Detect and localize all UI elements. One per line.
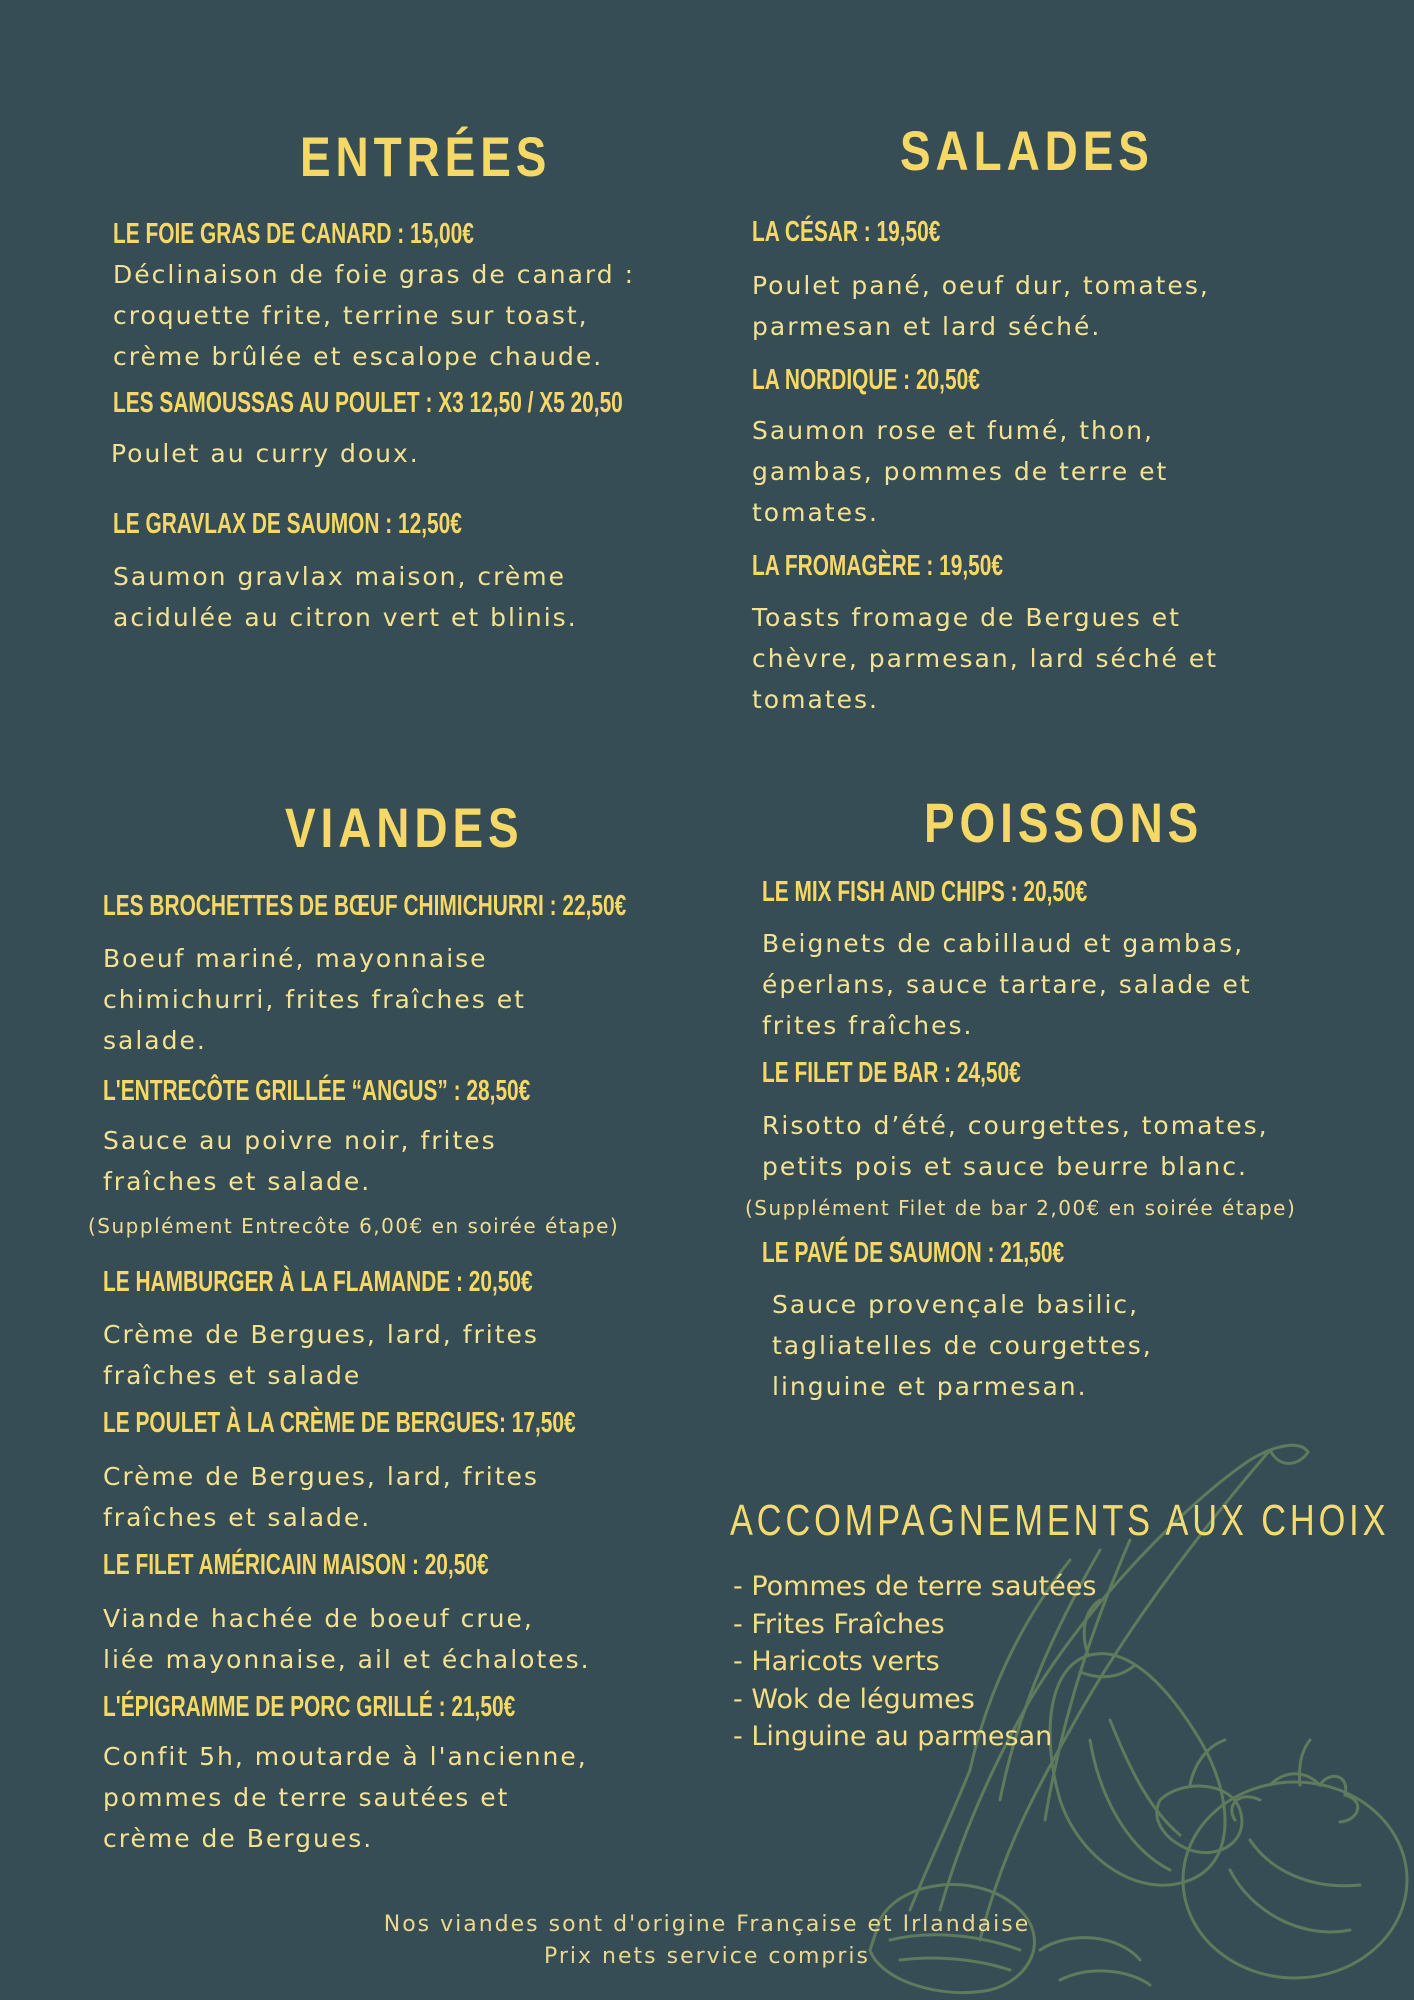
item-name: L'ÉPIGRAMME DE PORC GRILLÉ : 21,50€: [103, 1691, 516, 1723]
item-name: L'ENTRECÔTE GRILLÉE “ANGUS” : 28,50€: [103, 1075, 531, 1107]
item-description: Beignets de cabillaud et gambas, éperlans, sauce tartare, salade et frites fraîches.: [762, 929, 1252, 1040]
item-name: LE HAMBURGER À LA FLAMANDE : 20,50€: [103, 1266, 533, 1298]
item-name: LE POULET À LA CRÈME DE BERGUES: 17,50€: [103, 1407, 576, 1439]
viandes-title: VIANDES: [285, 796, 524, 859]
supplement-note: (Supplément Filet de bar 2,00€ en soirée étape): [745, 1196, 1297, 1220]
side-item: - Linguine au parmesan: [733, 1721, 1053, 1752]
footer-origin-note: Nos viandes sont d'origine Française et Irlandaise: [383, 1912, 1031, 1937]
item-description: Confit 5h, moutarde à l'ancienne, pommes de terre sautées et crème de Bergues.: [103, 1742, 588, 1853]
item-description: Sauce au poivre noir, frites fraîches et salade.: [103, 1126, 497, 1196]
item-name: LE FILET DE BAR : 24,50€: [762, 1057, 1021, 1089]
item-name: LE PAVÉ DE SAUMON : 21,50€: [762, 1237, 1065, 1269]
item-name: LE GRAVLAX DE SAUMON : 12,50€: [113, 508, 462, 540]
item-description: Boeuf mariné, mayonnaise chimichurri, frites fraîches et salade.: [103, 944, 526, 1055]
item-name: LA FROMAGÈRE : 19,50€: [752, 550, 1003, 582]
item-name: LE FOIE GRAS DE CANARD : 15,00€: [113, 218, 474, 250]
item-description: Crème de Bergues, lard, frites fraîches et salade.: [103, 1462, 539, 1532]
item-name: LES BROCHETTES DE BŒUF CHIMICHURRI : 22,50€: [103, 890, 627, 922]
item-description: Poulet pané, oeuf dur, tomates, parmesan et lard séché.: [752, 271, 1210, 341]
item-description: Saumon gravlax maison, crème acidulée au citron vert et blinis.: [113, 562, 578, 632]
item-name: LA NORDIQUE : 20,50€: [752, 364, 980, 396]
item-description: Crème de Bergues, lard, frites fraîches et salade: [103, 1320, 539, 1390]
item-description: Viande hachée de boeuf crue, liée mayonnaise, ail et échalotes.: [103, 1604, 591, 1674]
accompagnements-list: [733, 1568, 1097, 1756]
footer-price-note: Prix nets service compris: [544, 1944, 870, 1969]
salades-title: SALADES: [900, 119, 1154, 182]
item-name: LA CÉSAR : 19,50€: [752, 216, 941, 248]
accompagnements-title: ACCOMPAGNEMENTS AUX CHOIX: [730, 1496, 1390, 1545]
entrees-title: ENTRÉES: [300, 125, 552, 188]
item-name: LE FILET AMÉRICAIN MAISON : 20,50€: [103, 1549, 489, 1581]
item-description: Déclinaison de foie gras de canard : croquette frite, terrine sur toast, crème brûlée et escalope chaude.: [113, 260, 635, 371]
item-description: Risotto d’été, courgettes, tomates, petits pois et sauce beurre blanc.: [762, 1111, 1269, 1181]
item-description: Poulet au curry doux.: [111, 439, 420, 468]
side-item: - Pommes de terre sautées: [733, 1571, 1097, 1602]
item-description: Sauce provençale basilic, tagliatelles de courgettes, linguine et parmesan.: [772, 1290, 1153, 1401]
side-item: - Frites Fraîches: [733, 1608, 945, 1640]
poissons-title: POISSONS: [924, 791, 1204, 854]
item-name: LE MIX FISH AND CHIPS : 20,50€: [762, 876, 1088, 908]
item-description: Saumon rose et fumé, thon, gambas, pommes de terre et tomates.: [752, 416, 1169, 527]
side-item: - Haricots verts: [733, 1646, 940, 1677]
item-description: Toasts fromage de Bergues et chèvre, parmesan, lard séché et tomates.: [752, 603, 1219, 714]
item-name: LES SAMOUSSAS AU POULET : X3 12,50 / X5 20,50: [113, 387, 623, 419]
side-item: - Wok de légumes: [733, 1683, 975, 1715]
supplement-note: (Supplément Entrecôte 6,00€ en soirée étape): [88, 1214, 620, 1238]
